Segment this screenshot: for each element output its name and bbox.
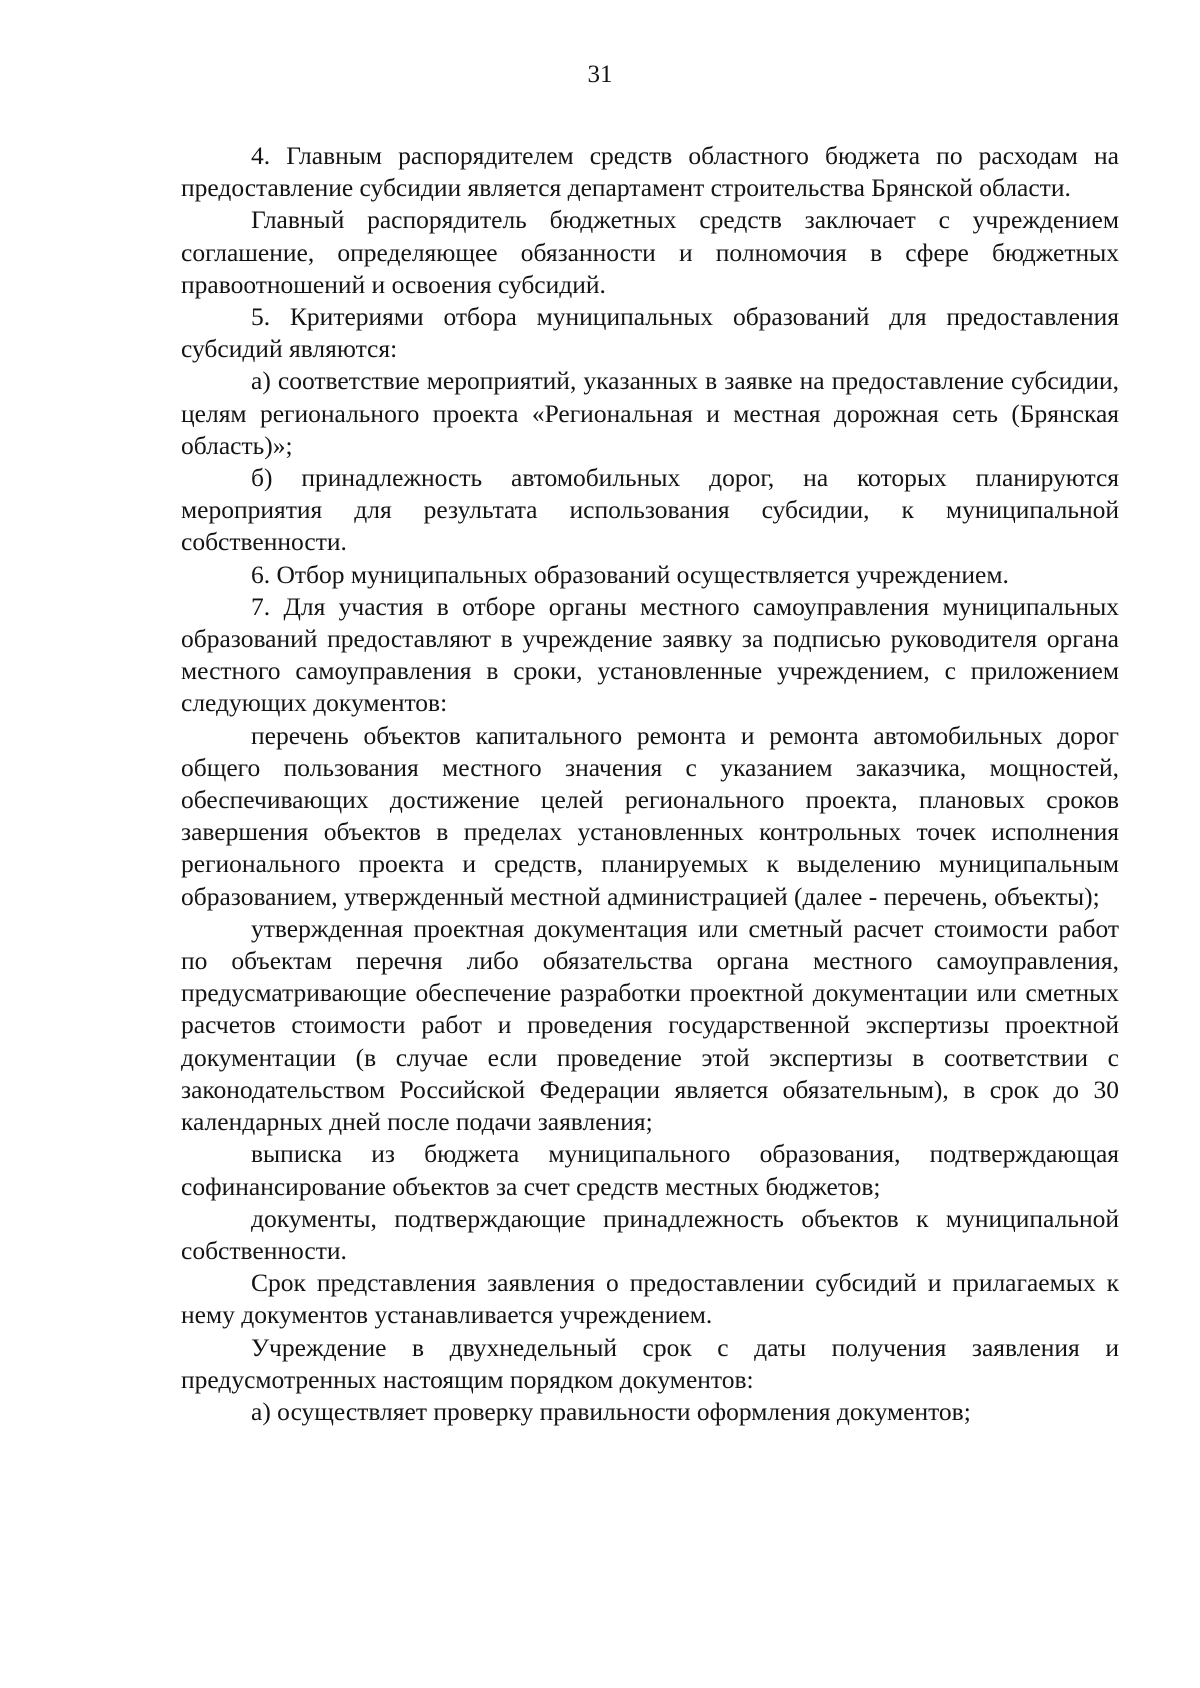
paragraph-design-docs: утвержденная проектная документация или сметный расчет стоимости работ по объектам перечня либо обязательства органа местного самоуправления, предусматривающие обеспечение разработки проектной документации или сметных расчетов стоимости работ и проведения государственной экспертизы проектной документации (в случае если проведение этой экспертизы в соответствии с законодательством Российской Федерации является обязательным), в срок до 30 календарных дней после подачи заявления; [181,913,1119,1137]
paragraph-object-list: перечень объектов капитального ремонта и ремонта автомобильных дорог общего пользования местного значения с указанием заказчика, мощностей, обеспечивающих достижение целей регионального проекта, плановых сроков завершения объектов в пределах установленных контрольных точек исполнения регионального проекта и средств, планируемых к выделению муниципальным образованием, утвержденный местной администрацией (далее - перечень, объекты); [181,720,1119,911]
paragraph-deadline: Срок представления заявления о предоставлении субсидий и прилагаемых к нему документов устанавливается учреждением. [181,1268,1119,1330]
paragraph-ownership-docs: документы, подтверждающие принадлежность объектов к муниципальной собственности. [181,1203,1119,1265]
paragraph-budget-holder: Главный распорядитель бюджетных средств заключает с учреждением соглашение, определяющее обязанности и полномочия в сфере бюджетных правоотношений и освоения субсидий. [181,205,1119,299]
document-body [181,140,1119,1428]
paragraph-5: 5. Критериями отбора муниципальных образований для предоставления субсидий являются: [181,302,1119,364]
paragraph-7: 7. Для участия в отборе органы местного самоуправления муниципальных образований предоставляют в учреждение заявку за подписью руководителя органа местного самоуправления в сроки, установленные учреждением, с приложением следующих документов: [181,591,1119,718]
page-number: 31 [587,61,613,88]
paragraph-review: Учреждение в двухнедельный срок с даты получения заявления и предусмотренных настоящим порядком документов: [181,1332,1119,1394]
paragraph-6: 6. Отбор муниципальных образований осуществляется учреждением. [251,559,1009,589]
paragraph-review-a: а) осуществляет проверку правильности оформления документов; [251,1396,971,1426]
paragraph-budget-extract: выписка из бюджета муниципального образования, подтверждающая софинансирование объектов за счет средств местных бюджетов; [181,1139,1119,1201]
paragraph-4: 4. Главным распорядителем средств областного бюджета по расходам на предоставление субсидии является департамент строительства Брянской области. [181,141,1119,203]
paragraph-5a: а) соответствие мероприятий, указанных в заявке на предоставление субсидии, целям регионального проекта «Региональная и местная дорожная сеть (Брянская область)»; [181,366,1119,460]
paragraph-5b: б) принадлежность автомобильных дорог, на которых планируются мероприятия для результата использования субсидии, к муниципальной собственности. [181,463,1119,557]
